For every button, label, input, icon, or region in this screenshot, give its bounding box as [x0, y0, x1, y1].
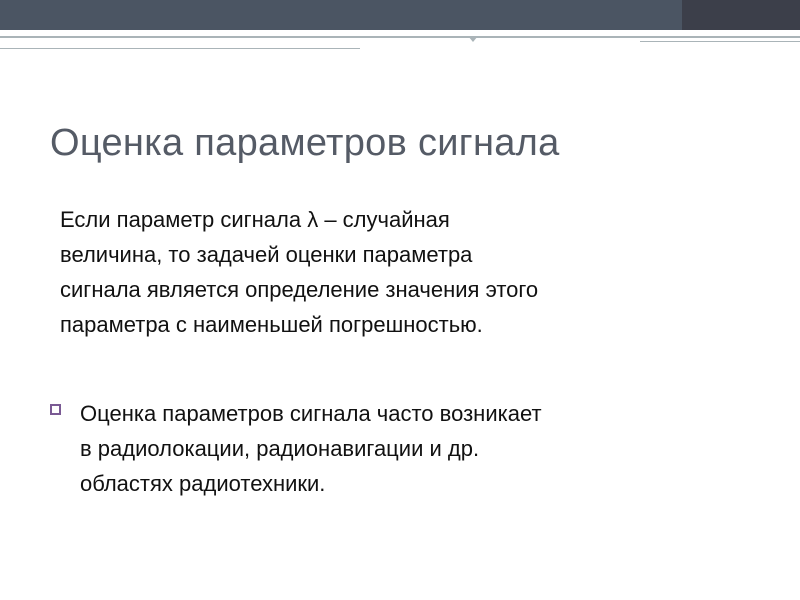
bullet-line: Оценка параметров сигнала часто возникает — [80, 401, 542, 426]
slide-header-bar-accent — [682, 0, 800, 30]
bullet-line: в радиолокации, радионавигации и др. — [80, 436, 480, 461]
slide-header-bar — [0, 0, 800, 30]
slide-title: Оценка параметров сигнала — [50, 122, 560, 164]
decorative-arrow-icon — [468, 36, 478, 42]
hollow-square-bullet-icon — [50, 404, 61, 415]
paragraph-line: параметра с наименьшей погрешностью. — [60, 312, 483, 337]
paragraph-line: величина, то задачей оценки параметра — [60, 242, 473, 267]
bullet-text — [80, 396, 542, 501]
paragraph-line: сигнала является определение значения этого — [60, 277, 539, 302]
decorative-stripes — [0, 36, 800, 60]
paragraph-line: Если параметр сигнала λ – случайная — [60, 207, 450, 232]
intro-paragraph — [60, 202, 760, 342]
bullet-line: областях радиотехники. — [80, 471, 326, 496]
